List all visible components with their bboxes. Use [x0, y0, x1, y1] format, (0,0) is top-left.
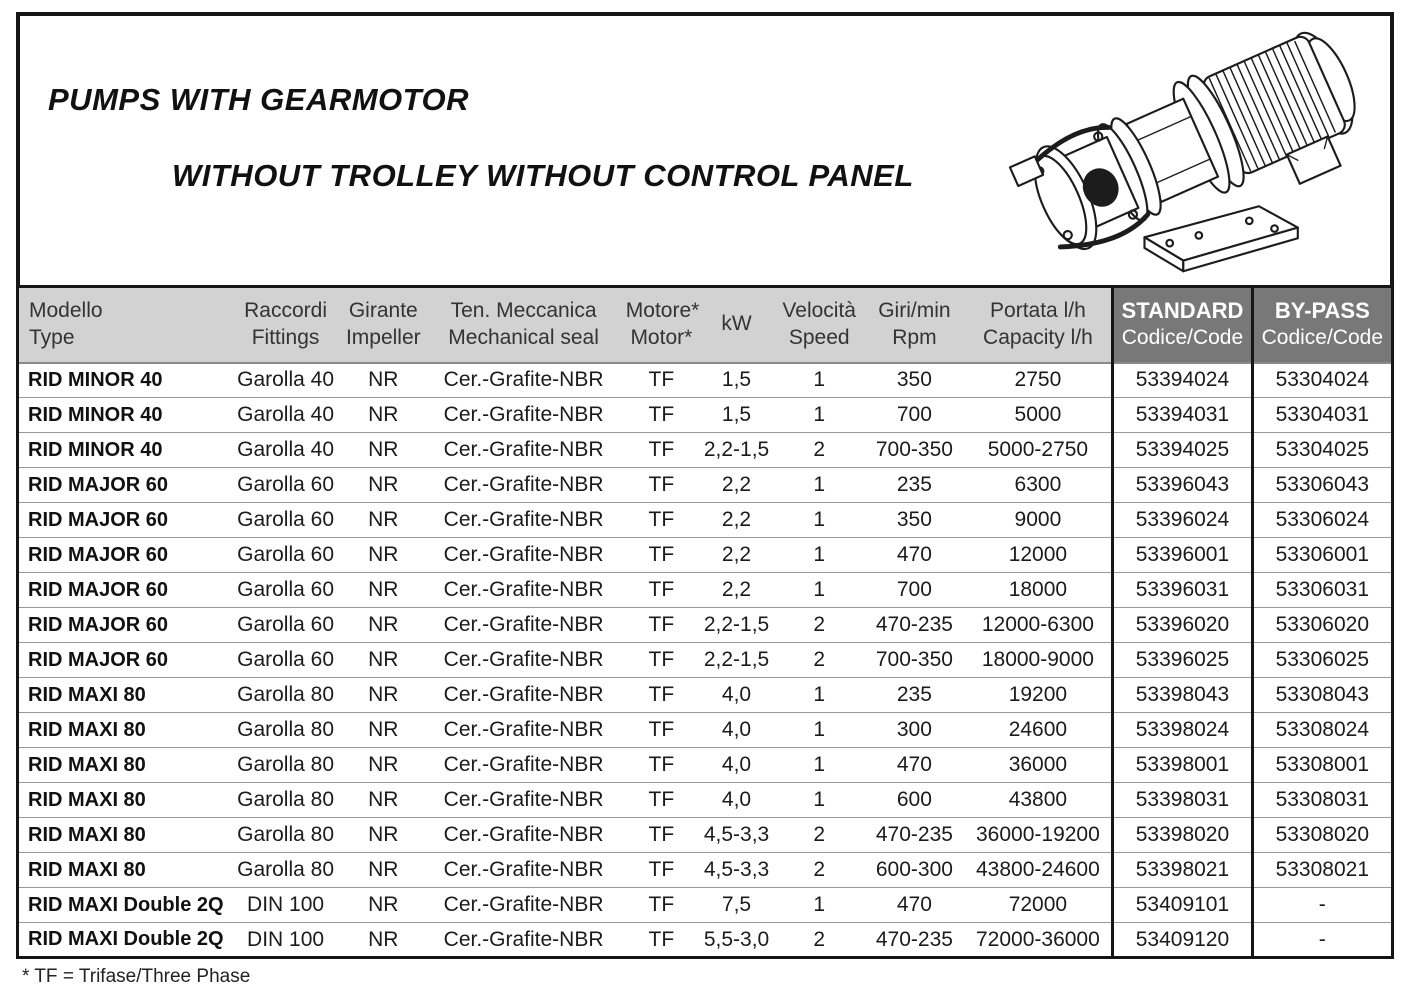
- col-header-model: Modello Type: [18, 287, 228, 363]
- cell-capacity: 72000-36000: [965, 923, 1113, 958]
- cell-rpm: 470-235: [864, 923, 964, 958]
- cell-standard-code: 53396020: [1113, 608, 1252, 643]
- cell-standard-code: 53396043: [1113, 468, 1252, 503]
- cell-motor: TF: [624, 748, 699, 783]
- cell-fittings: Garolla 80: [228, 748, 343, 783]
- cell-fittings: Garolla 80: [228, 713, 343, 748]
- cell-standard-code: 53396024: [1113, 503, 1252, 538]
- cell-motor: TF: [624, 433, 699, 468]
- cell-seal: Cer.-Grafite-NBR: [423, 713, 623, 748]
- cell-capacity: 12000-6300: [965, 608, 1113, 643]
- cell-fittings: Garolla 80: [228, 853, 343, 888]
- col-header-fittings: Raccordi Fittings: [228, 287, 343, 363]
- cell-motor: TF: [624, 643, 699, 678]
- header-section: [16, 12, 1394, 285]
- pump-gearmotor-illustration: [998, 18, 1388, 280]
- cell-bypass-code: 53308043: [1252, 678, 1392, 713]
- cell-rpm: 700: [864, 398, 964, 433]
- cell-standard-code: 53394031: [1113, 398, 1252, 433]
- cell-kw: 2,2: [699, 468, 774, 503]
- cell-impeller: NR: [343, 678, 423, 713]
- cell-kw: 2,2-1,5: [699, 608, 774, 643]
- cell-motor: TF: [624, 783, 699, 818]
- col-header-bypass-code: BY-PASS Codice/Code: [1252, 287, 1392, 363]
- cell-capacity: 9000: [965, 503, 1113, 538]
- cell-speed: 1: [774, 398, 864, 433]
- cell-impeller: NR: [343, 573, 423, 608]
- cell-speed: 1: [774, 748, 864, 783]
- cell-speed: 1: [774, 783, 864, 818]
- cell-rpm: 700-350: [864, 433, 964, 468]
- cell-model: RID MAXI 80: [18, 853, 228, 888]
- cell-seal: Cer.-Grafite-NBR: [423, 608, 623, 643]
- cell-motor: TF: [624, 888, 699, 923]
- cell-speed: 2: [774, 643, 864, 678]
- cell-capacity: 43800: [965, 783, 1113, 818]
- cell-motor: TF: [624, 573, 699, 608]
- cell-kw: 2,2: [699, 573, 774, 608]
- cell-fittings: Garolla 60: [228, 538, 343, 573]
- cell-standard-code: 53398001: [1113, 748, 1252, 783]
- cell-kw: 5,5-3,0: [699, 923, 774, 958]
- cell-rpm: 470: [864, 888, 964, 923]
- cell-seal: Cer.-Grafite-NBR: [443, 368, 604, 392]
- cell-model: RID MINOR 40: [28, 368, 163, 391]
- table-row: [18, 608, 1393, 643]
- cell-seal: Cer.-Grafite-NBR: [423, 923, 623, 958]
- cell-impeller: NR: [343, 888, 423, 923]
- cell-standard-code: 53396031: [1113, 573, 1252, 608]
- cell-impeller: NR: [343, 818, 423, 853]
- cell-fittings: Garolla 40: [237, 368, 335, 392]
- cell-seal: Cer.-Grafite-NBR: [423, 573, 623, 608]
- cell-rpm: 600: [864, 783, 964, 818]
- cell-model: RID MAXI 80: [18, 783, 228, 818]
- cell-capacity: 18000: [965, 573, 1113, 608]
- page-subtitle: WITHOUT TROLLEY WITHOUT CONTROL PANEL: [172, 158, 914, 193]
- cell-motor: TF: [624, 713, 699, 748]
- cell-impeller: NR: [343, 433, 423, 468]
- cell-speed: 2: [774, 608, 864, 643]
- cell-motor: TF: [624, 818, 699, 853]
- cell-fittings: Garolla 80: [228, 678, 343, 713]
- cell-rpm: 235: [864, 468, 964, 503]
- cell-seal: Cer.-Grafite-NBR: [423, 678, 623, 713]
- cell-model: RID MAJOR 60: [18, 503, 228, 538]
- cell-capacity: 5000: [965, 398, 1113, 433]
- cell-rpm: 470: [864, 538, 964, 573]
- col-header-rpm: Giri/min Rpm: [864, 287, 964, 363]
- cell-bypass-code: 53308031: [1252, 783, 1392, 818]
- cell-capacity: 19200: [965, 678, 1113, 713]
- cell-kw: 1,5: [721, 368, 752, 392]
- cell-capacity: 5000-2750: [965, 433, 1113, 468]
- col-header-capacity: Portata l/h Capacity l/h: [965, 287, 1113, 363]
- cell-impeller: NR: [343, 398, 423, 433]
- table-row: [18, 398, 1393, 433]
- pump-spec-table: [16, 285, 1394, 959]
- cell-seal: Cer.-Grafite-NBR: [423, 538, 623, 573]
- cell-motor: TF: [624, 923, 699, 958]
- table-row: [18, 783, 1393, 818]
- cell-kw: 2,2: [699, 503, 774, 538]
- cell-bypass-code: -: [1252, 888, 1392, 923]
- cell-fittings: Garolla 60: [228, 573, 343, 608]
- table-row: [18, 468, 1393, 503]
- cell-rpm: 350: [864, 503, 964, 538]
- cell-motor: TF: [624, 678, 699, 713]
- cell-fittings: Garolla 60: [228, 643, 343, 678]
- cell-standard-code: 53394025: [1113, 433, 1252, 468]
- table-row: [18, 433, 1393, 468]
- cell-capacity: 43800-24600: [965, 853, 1113, 888]
- cell-seal: Cer.-Grafite-NBR: [423, 783, 623, 818]
- cell-model: RID MAJOR 60: [18, 538, 228, 573]
- cell-fittings: Garolla 80: [228, 818, 343, 853]
- tf-footnote: * TF = Trifase/Three Phase: [22, 966, 251, 987]
- cell-seal: Cer.-Grafite-NBR: [423, 643, 623, 678]
- cell-speed: 2: [774, 433, 864, 468]
- cell-capacity: 72000: [965, 888, 1113, 923]
- cell-bypass-code: -: [1252, 923, 1392, 958]
- cell-motor: TF: [648, 368, 675, 392]
- cell-impeller: NR: [343, 643, 423, 678]
- cell-bypass-code: 53308001: [1252, 748, 1392, 783]
- table-row: [18, 678, 1393, 713]
- cell-kw: 4,0: [699, 678, 774, 713]
- cell-model: RID MINOR 40: [18, 398, 228, 433]
- cell-bypass-code: 53308024: [1252, 713, 1392, 748]
- cell-impeller: NR: [368, 368, 399, 392]
- cell-rpm: 600-300: [864, 853, 964, 888]
- table-row: [18, 748, 1393, 783]
- cell-impeller: NR: [343, 783, 423, 818]
- cell-model: RID MAXI 80: [18, 818, 228, 853]
- cell-rpm: 700: [864, 573, 964, 608]
- cell-bypass-code: 53308020: [1252, 818, 1392, 853]
- col-header-standard-code: STANDARD Codice/Code: [1113, 287, 1252, 363]
- table-row: [18, 818, 1393, 853]
- cell-fittings: Garolla 40: [228, 433, 343, 468]
- table-row: [18, 363, 1393, 398]
- cell-rpm: 470-235: [864, 818, 964, 853]
- cell-capacity: 2750: [1014, 368, 1062, 392]
- cell-speed: 1: [774, 503, 864, 538]
- cell-bypass-code: 53304024: [1252, 363, 1392, 398]
- cell-standard-code: 53398020: [1113, 818, 1252, 853]
- cell-model: RID MAXI Double 2Q: [18, 888, 228, 923]
- cell-rpm: 300: [864, 713, 964, 748]
- cell-speed: 1: [774, 468, 864, 503]
- cell-model: RID MAJOR 60: [18, 573, 228, 608]
- table-row: [18, 573, 1393, 608]
- cell-impeller: NR: [343, 923, 423, 958]
- cell-capacity: 24600: [965, 713, 1113, 748]
- cell-speed: 1: [813, 368, 826, 392]
- cell-rpm: 700-350: [864, 643, 964, 678]
- cell-motor: TF: [624, 398, 699, 433]
- cell-motor: TF: [624, 503, 699, 538]
- cell-bypass-code: 53304025: [1252, 433, 1392, 468]
- cell-standard-code: 53409101: [1113, 888, 1252, 923]
- cell-impeller: NR: [343, 748, 423, 783]
- cell-bypass-code: 53306001: [1252, 538, 1392, 573]
- cell-capacity: 36000: [965, 748, 1113, 783]
- cell-standard-code: 53394024: [1113, 363, 1252, 398]
- cell-capacity: 12000: [965, 538, 1113, 573]
- cell-kw: 7,5: [699, 888, 774, 923]
- cell-kw: 4,5-3,3: [699, 818, 774, 853]
- table-body: [18, 363, 1393, 958]
- cell-seal: Cer.-Grafite-NBR: [423, 818, 623, 853]
- cell-kw: 4,5-3,3: [699, 853, 774, 888]
- cell-fittings: Garolla 80: [228, 783, 343, 818]
- col-header-impeller: Girante Impeller: [343, 287, 423, 363]
- cell-speed: 2: [774, 923, 864, 958]
- table-row: [18, 538, 1393, 573]
- cell-standard-code: 53396001: [1113, 538, 1252, 573]
- cell-speed: 1: [774, 573, 864, 608]
- cell-motor: TF: [624, 853, 699, 888]
- cell-bypass-code: 53308021: [1252, 853, 1392, 888]
- cell-kw: 2,2-1,5: [699, 643, 774, 678]
- cell-kw: 2,2: [699, 538, 774, 573]
- table-row: [18, 853, 1393, 888]
- cell-speed: 1: [774, 888, 864, 923]
- cell-kw: 1,5: [699, 398, 774, 433]
- cell-speed: 1: [774, 678, 864, 713]
- cell-model: RID MAXI 80: [18, 713, 228, 748]
- cell-kw: 4,0: [699, 713, 774, 748]
- cell-model: RID MAXI 80: [18, 678, 228, 713]
- cell-model: RID MINOR 40: [18, 433, 228, 468]
- cell-seal: Cer.-Grafite-NBR: [423, 433, 623, 468]
- col-header-speed: Velocità Speed: [774, 287, 864, 363]
- cell-seal: Cer.-Grafite-NBR: [423, 468, 623, 503]
- table-row: [18, 713, 1393, 748]
- cell-fittings: Garolla 60: [228, 468, 343, 503]
- cell-capacity: 36000-19200: [965, 818, 1113, 853]
- cell-kw: 4,0: [699, 783, 774, 818]
- cell-seal: Cer.-Grafite-NBR: [423, 398, 623, 433]
- cell-seal: Cer.-Grafite-NBR: [423, 503, 623, 538]
- cell-seal: Cer.-Grafite-NBR: [423, 853, 623, 888]
- cell-bypass-code: 53306043: [1252, 468, 1392, 503]
- cell-fittings: DIN 100: [228, 888, 343, 923]
- cell-rpm: 350: [896, 368, 932, 392]
- cell-impeller: NR: [343, 503, 423, 538]
- table-row: [18, 643, 1393, 678]
- table-header-row: [18, 287, 1393, 363]
- cell-rpm: 470-235: [864, 608, 964, 643]
- cell-model: RID MAJOR 60: [18, 608, 228, 643]
- cell-impeller: NR: [343, 538, 423, 573]
- cell-standard-code: 53398024: [1113, 713, 1252, 748]
- cell-motor: TF: [624, 538, 699, 573]
- cell-motor: TF: [624, 468, 699, 503]
- cell-impeller: NR: [343, 853, 423, 888]
- cell-standard-code: 53398031: [1113, 783, 1252, 818]
- cell-bypass-code: 53306025: [1252, 643, 1392, 678]
- cell-seal: Cer.-Grafite-NBR: [423, 888, 623, 923]
- cell-seal: Cer.-Grafite-NBR: [423, 748, 623, 783]
- cell-standard-code: 53398021: [1113, 853, 1252, 888]
- cell-kw: 2,2-1,5: [699, 433, 774, 468]
- cell-capacity: 18000-9000: [965, 643, 1113, 678]
- cell-impeller: NR: [343, 608, 423, 643]
- cell-fittings: Garolla 40: [228, 398, 343, 433]
- cell-model: RID MAJOR 60: [18, 468, 228, 503]
- cell-motor: TF: [624, 608, 699, 643]
- table-row: [18, 923, 1393, 958]
- cell-standard-code: 53398043: [1113, 678, 1252, 713]
- cell-kw: 4,0: [699, 748, 774, 783]
- col-header-kw: kW: [699, 287, 774, 363]
- table-row: [18, 503, 1393, 538]
- cell-impeller: NR: [343, 713, 423, 748]
- table-row: [18, 888, 1393, 923]
- cell-impeller: NR: [343, 468, 423, 503]
- cell-standard-code: 53409120: [1113, 923, 1252, 958]
- cell-fittings: DIN 100: [228, 923, 343, 958]
- cell-model: RID MAXI 80: [18, 748, 228, 783]
- cell-capacity: 6300: [965, 468, 1113, 503]
- cell-rpm: 235: [864, 678, 964, 713]
- cell-bypass-code: 53306031: [1252, 573, 1392, 608]
- col-header-mechanical-seal: Ten. Meccanica Mechanical seal: [423, 287, 623, 363]
- cell-bypass-code: 53304031: [1252, 398, 1392, 433]
- page-title: PUMPS WITH GEARMOTOR: [48, 82, 470, 117]
- cell-bypass-code: 53306024: [1252, 503, 1392, 538]
- cell-model: RID MAXI Double 2Q: [18, 923, 228, 958]
- cell-model: RID MAJOR 60: [18, 643, 228, 678]
- cell-rpm: 470: [864, 748, 964, 783]
- cell-speed: 2: [774, 818, 864, 853]
- col-header-motor: Motore* Motor*: [624, 287, 699, 363]
- cell-speed: 1: [774, 538, 864, 573]
- cell-bypass-code: 53306020: [1252, 608, 1392, 643]
- cell-standard-code: 53396025: [1113, 643, 1252, 678]
- cell-fittings: Garolla 60: [228, 503, 343, 538]
- cell-speed: 1: [774, 713, 864, 748]
- cell-fittings: Garolla 60: [228, 608, 343, 643]
- cell-speed: 2: [774, 853, 864, 888]
